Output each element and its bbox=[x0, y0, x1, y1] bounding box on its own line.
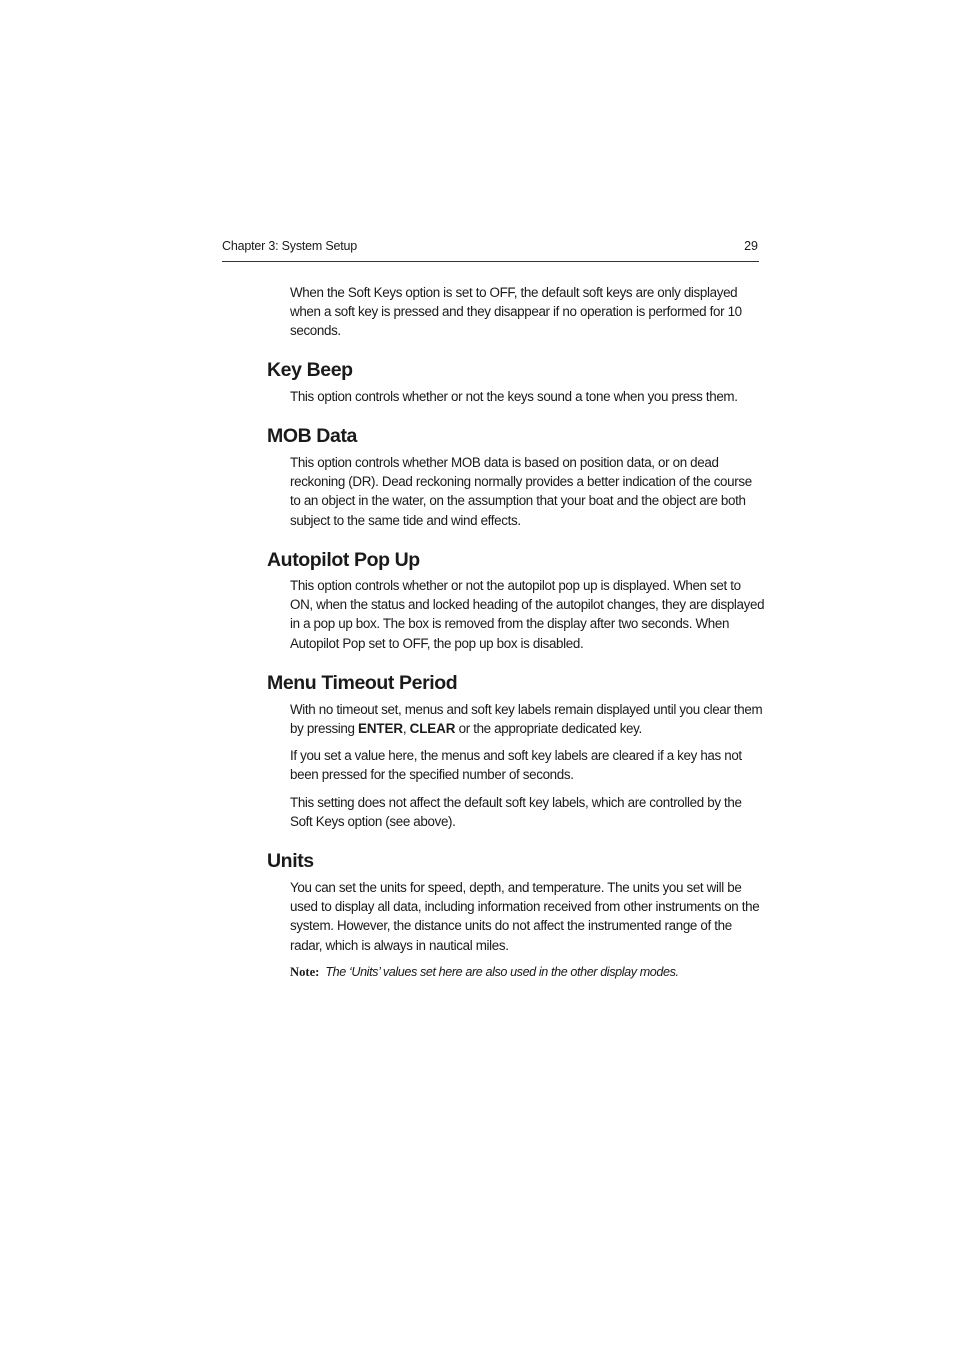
page-header bbox=[222, 237, 759, 262]
menu-timeout-text-after: or the appropriate dedicated key. bbox=[455, 721, 642, 737]
menu-timeout-paragraph-3: This setting does not affect the default soft key labels, which are controlled by the Soft Keys option (see above). bbox=[290, 795, 742, 830]
note-text: The ‘Units’ values set here are also used in the other display modes. bbox=[325, 965, 679, 979]
autopilot-pop-up-paragraph: This option controls whether or not the autopilot pop up is displayed. When set to ON, when the status and locked heading of the autopilot changes, they are displayed in a pop up box. The box is removed from the display after two seconds. When Autopilot Pop set to OFF, the pop up box is disabled. bbox=[290, 578, 765, 651]
enter-key-label: ENTER bbox=[358, 721, 403, 737]
menu-timeout-paragraph-1 bbox=[290, 700, 765, 738]
heading-key-beep: Key Beep bbox=[267, 359, 353, 381]
menu-timeout-text-before: With no timeout set, menus and soft key labels remain displayed until you clear them by pressing bbox=[290, 702, 763, 737]
key-separator: , bbox=[402, 721, 410, 737]
mob-data-paragraph: This option controls whether MOB data is based on position data, or on dead reckoning (DR). Dead reckoning normally provides a better indication of the course to an object in the water, on the assumption that your boat and the object are both subject to the same tide and wind effects. bbox=[290, 455, 752, 528]
note-label: Note: bbox=[290, 965, 320, 979]
heading-mob-data: MOB Data bbox=[267, 425, 357, 447]
units-note bbox=[290, 963, 765, 982]
clear-key-label: CLEAR bbox=[409, 721, 456, 737]
heading-units: Units bbox=[267, 850, 314, 872]
key-beep-paragraph: This option controls whether or not the keys sound a tone when you press them. bbox=[290, 389, 738, 404]
units-paragraph: You can set the units for speed, depth, and temperature. The units you set will be used to display all data, including information received from other instruments on the system. However, the distance units do not affect the instrumented range of the radar, which is always in nautical miles. bbox=[290, 880, 760, 953]
menu-timeout-paragraph-2: If you set a value here, the menus and soft key labels are cleared if a key has not been pressed for the specified number of seconds. bbox=[290, 748, 742, 783]
heading-autopilot-pop-up: Autopilot Pop Up bbox=[267, 549, 420, 571]
page-number: 29 bbox=[744, 239, 758, 253]
intro-paragraph: When the Soft Keys option is set to OFF, the default soft keys are only displayed when a soft key is pressed and they disappear if no operation is performed for 10 seconds. bbox=[290, 285, 742, 339]
chapter-title: Chapter 3: System Setup bbox=[222, 239, 358, 253]
heading-menu-timeout-period: Menu Timeout Period bbox=[267, 672, 458, 694]
